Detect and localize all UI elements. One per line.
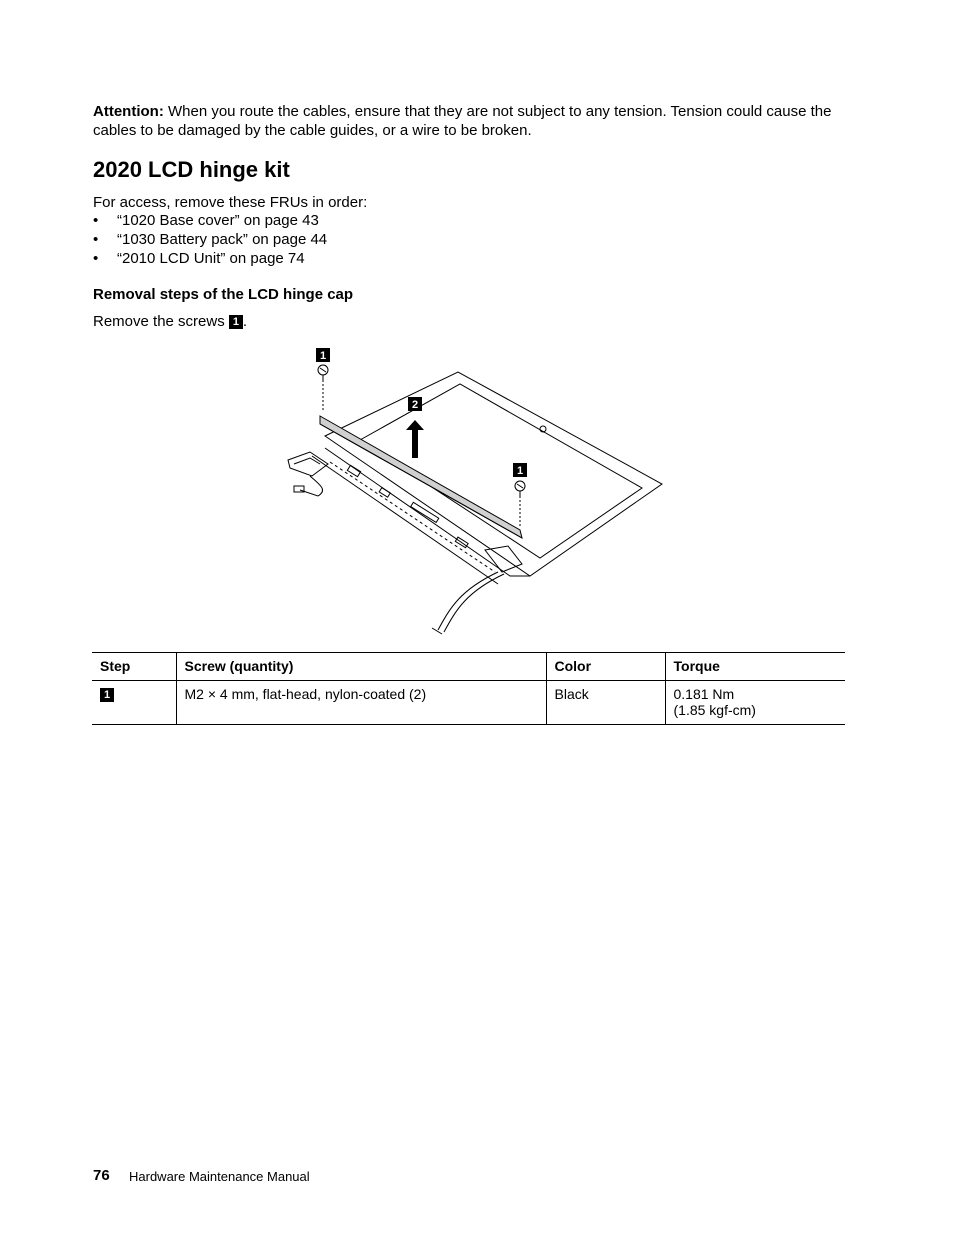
page-number: 76 <box>93 1167 110 1184</box>
torque-nm: 0.181 Nm <box>673 686 735 702</box>
screw-icon <box>318 365 328 382</box>
bullet-glyph: • <box>93 250 99 267</box>
fru-intro: For access, remove these FRUs in order: <box>93 194 368 211</box>
header-torque: Torque <box>665 653 845 681</box>
list-item <box>93 230 327 249</box>
bullet-glyph: • <box>93 212 99 229</box>
procedure-heading: Removal steps of the LCD hinge cap <box>93 286 354 303</box>
header-step: Step <box>92 653 176 681</box>
attention-label: Attention: <box>93 103 164 120</box>
screw-icon <box>515 481 525 498</box>
callout-label: 1 <box>319 350 327 362</box>
cell-color: Black <box>546 681 665 725</box>
header-screw: Screw (quantity) <box>176 653 546 681</box>
screw-spec-table <box>92 652 845 725</box>
up-arrow-icon <box>406 420 424 458</box>
instruction-suffix: . <box>242 313 248 330</box>
attention-note <box>93 102 853 140</box>
bullet-glyph: • <box>93 231 99 248</box>
right-hinge-bracket <box>485 546 522 572</box>
list-item <box>93 211 327 230</box>
hinge-cap-illustration <box>270 340 670 640</box>
callout-label: 1 <box>516 465 524 477</box>
list-item <box>93 249 327 268</box>
hinge-base <box>325 448 530 576</box>
step-badge: 1 <box>229 315 243 329</box>
section-title: 2020 LCD hinge kit <box>93 157 290 182</box>
table-header-row <box>92 653 845 681</box>
fru-list <box>93 211 327 268</box>
fru-link[interactable]: “1030 Battery pack” on page 44 <box>117 231 328 248</box>
cell-step <box>92 681 176 725</box>
manual-title: Hardware Maintenance Manual <box>129 1169 310 1184</box>
procedure-instruction <box>93 312 247 331</box>
instruction-text: Remove the screws <box>93 313 229 330</box>
hinge-cap <box>320 416 522 538</box>
fru-link[interactable]: “1020 Base cover” on page 43 <box>117 212 319 229</box>
table-row <box>92 681 845 725</box>
torque-kgf: (1.85 kgf-cm) <box>673 702 756 718</box>
attention-text: When you route the cables, ensure that they are not subject to any tension. Tension could cause the cables to be damaged by the cable guides, or a wire to be broken. <box>93 103 832 139</box>
cell-torque <box>665 681 845 725</box>
cell-screw: M2 × 4 mm, flat-head, nylon-coated (2) <box>176 681 546 725</box>
callout-label: 2 <box>411 399 419 411</box>
header-color: Color <box>546 653 665 681</box>
step-badge: 1 <box>100 688 114 702</box>
fru-link[interactable]: “2010 LCD Unit” on page 74 <box>117 250 305 267</box>
